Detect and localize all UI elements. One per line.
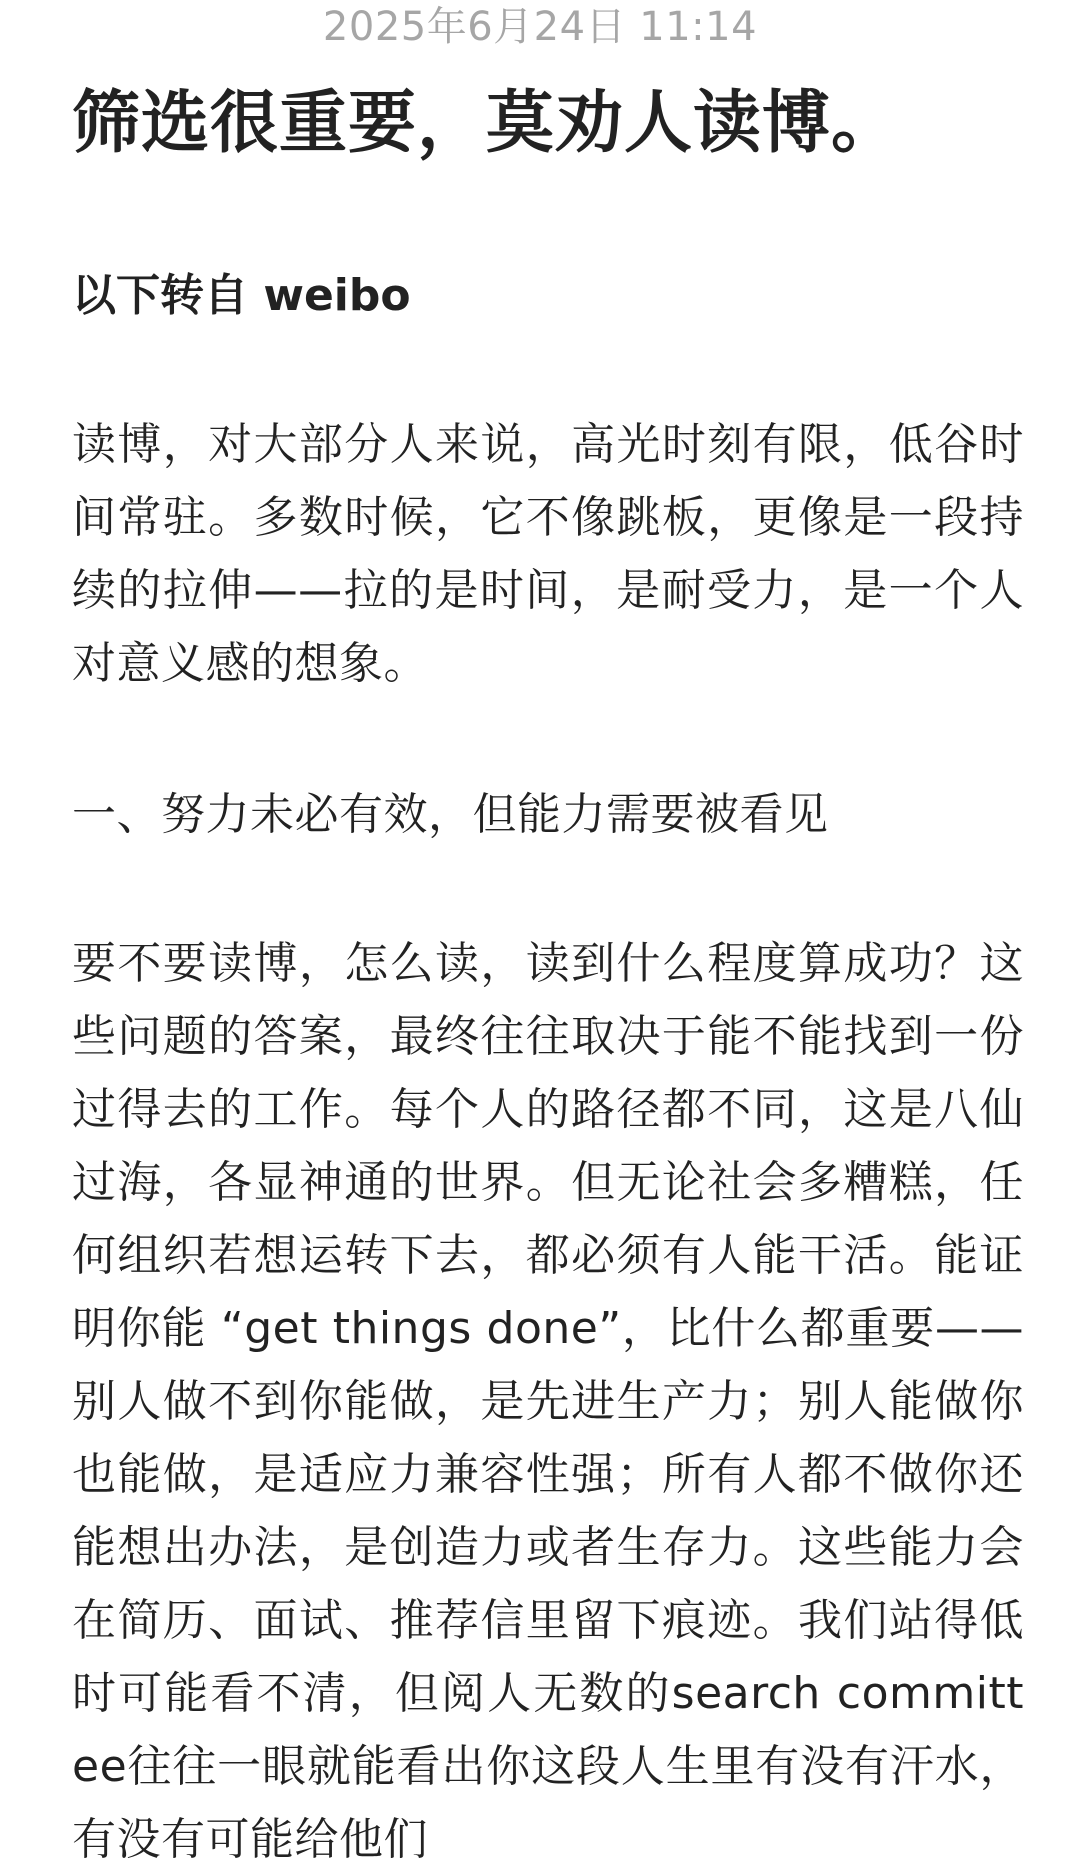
paragraph-body: 要不要读博，怎么读，读到什么程度算成功？这些问题的答案，最终往往取决于能不能找到一份过得去的工作。每个人的路径都不同，这是八仙过海，各显神通的世界。但无论社会多糟糕，任何组织若想运转下去，都必须有人能干活。能证明你能 “get things done”，比什么都重要——别人做不到你能做，是先进生产力；别人能做你也能做，是适应力兼容性强；所有人都不做你还能想出办法，是创造力或者生存力。这些能力会在简历、面试、推荐信里留下痕迹。我们站得低时可能看不清，但阅人无数的search committee往往一眼就能看出你这段人生里有没有汗水，有没有可能给他们	[72, 938, 1024, 1865]
article-title: 筛选很重要，莫劝人读博。	[72, 84, 901, 163]
paragraph-intro: 读博，对大部分人来说，高光时刻有限，低谷时间常驻。多数时候，它不像跳板，更像是一段持续的拉伸——拉的是时间，是耐受力，是一个人对意义感的想象。	[72, 419, 1024, 689]
source-note: 以下转自 weibo	[72, 270, 411, 321]
article-body	[72, 408, 1024, 1876]
timestamp: 2025年6月24日 11:14	[322, 4, 758, 50]
section-heading: 一、努力未必有效，但能力需要被看见	[72, 789, 829, 840]
